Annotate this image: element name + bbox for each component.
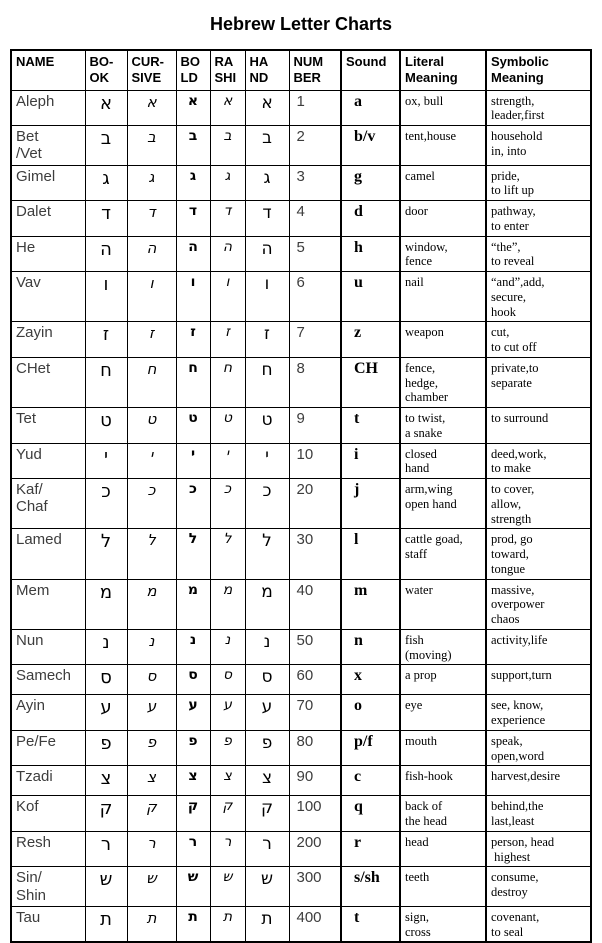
column-header-literal: Literal Meaning: [400, 50, 486, 90]
cell-sound: i: [341, 443, 400, 479]
cell-number: 1: [289, 90, 341, 126]
cell-book: ק: [85, 796, 127, 832]
table-row: [11, 357, 591, 407]
cell-symbolic: consume, destroy: [486, 867, 591, 907]
cell-number: 100: [289, 796, 341, 832]
cell-book: ז: [85, 322, 127, 358]
cell-cursive: ד: [127, 201, 176, 237]
cell-name: Gimel: [11, 165, 85, 201]
cell-hand: ב: [245, 126, 289, 166]
cell-symbolic: pathway, to enter: [486, 201, 591, 237]
cell-name: Yud: [11, 443, 85, 479]
cell-hand: ז: [245, 322, 289, 358]
cell-symbolic: see, know, experience: [486, 695, 591, 731]
cell-book: ר: [85, 831, 127, 867]
cell-symbolic: cut, to cut off: [486, 322, 591, 358]
column-header-cursive: CUR- SIVE: [127, 50, 176, 90]
cell-number: 9: [289, 408, 341, 444]
table-row: [11, 831, 591, 867]
cell-sound: r: [341, 831, 400, 867]
cell-literal: fence, hedge, chamber: [400, 357, 486, 407]
cell-rashi: ס: [210, 665, 245, 695]
cell-symbolic: massive, overpower chaos: [486, 579, 591, 629]
cell-bold: ב: [176, 126, 210, 166]
cell-rashi: ש: [210, 867, 245, 907]
cell-hand: ש: [245, 867, 289, 907]
cell-book: צ: [85, 766, 127, 796]
cell-literal: mouth: [400, 730, 486, 766]
cell-symbolic: harvest,desire: [486, 766, 591, 796]
column-header-number: NUM BER: [289, 50, 341, 90]
cell-name: Tzadi: [11, 766, 85, 796]
cell-hand: ד: [245, 201, 289, 237]
table-row: [11, 529, 591, 579]
table-row: [11, 322, 591, 358]
cell-number: 400: [289, 906, 341, 942]
cell-number: 40: [289, 579, 341, 629]
cell-cursive: ט: [127, 408, 176, 444]
cell-name: Aleph: [11, 90, 85, 126]
cell-hand: ה: [245, 236, 289, 272]
cell-hand: ח: [245, 357, 289, 407]
cell-bold: ש: [176, 867, 210, 907]
table-row: [11, 90, 591, 126]
cell-literal: nail: [400, 272, 486, 322]
cell-sound: l: [341, 529, 400, 579]
cell-rashi: ח: [210, 357, 245, 407]
cell-rashi: ר: [210, 831, 245, 867]
cell-cursive: ל: [127, 529, 176, 579]
table-row: [11, 126, 591, 166]
cell-number: 50: [289, 629, 341, 665]
cell-hand: צ: [245, 766, 289, 796]
cell-literal: teeth: [400, 867, 486, 907]
cell-bold: י: [176, 443, 210, 479]
cell-name: CHet: [11, 357, 85, 407]
cell-bold: ל: [176, 529, 210, 579]
cell-symbolic: behind,the last,least: [486, 796, 591, 832]
cell-symbolic: support,turn: [486, 665, 591, 695]
cell-literal: arm,wing open hand: [400, 479, 486, 529]
cell-cursive: ס: [127, 665, 176, 695]
cell-rashi: ב: [210, 126, 245, 166]
table-row: [11, 408, 591, 444]
table-row: [11, 695, 591, 731]
cell-book: ט: [85, 408, 127, 444]
cell-hand: ו: [245, 272, 289, 322]
cell-sound: c: [341, 766, 400, 796]
cell-cursive: נ: [127, 629, 176, 665]
cell-bold: ו: [176, 272, 210, 322]
cell-rashi: ק: [210, 796, 245, 832]
cell-hand: ק: [245, 796, 289, 832]
table-row: [11, 579, 591, 629]
cell-rashi: ל: [210, 529, 245, 579]
column-header-sound: Sound: [341, 50, 400, 90]
cell-number: 60: [289, 665, 341, 695]
cell-cursive: פ: [127, 730, 176, 766]
cell-hand: נ: [245, 629, 289, 665]
cell-cursive: ז: [127, 322, 176, 358]
cell-number: 300: [289, 867, 341, 907]
cell-literal: head: [400, 831, 486, 867]
cell-number: 70: [289, 695, 341, 731]
cell-bold: ז: [176, 322, 210, 358]
cell-symbolic: household in, into: [486, 126, 591, 166]
cell-book: ת: [85, 906, 127, 942]
cell-book: ו: [85, 272, 127, 322]
cell-sound: n: [341, 629, 400, 665]
cell-literal: closed hand: [400, 443, 486, 479]
cell-bold: ר: [176, 831, 210, 867]
cell-bold: נ: [176, 629, 210, 665]
cell-cursive: ו: [127, 272, 176, 322]
cell-cursive: ה: [127, 236, 176, 272]
cell-bold: ג: [176, 165, 210, 201]
cell-name: Tet: [11, 408, 85, 444]
cell-bold: ק: [176, 796, 210, 832]
cell-hand: ר: [245, 831, 289, 867]
table-row: [11, 665, 591, 695]
table-header: [11, 50, 591, 90]
column-header-bold: BO LD: [176, 50, 210, 90]
cell-bold: ח: [176, 357, 210, 407]
cell-cursive: ב: [127, 126, 176, 166]
cell-hand: ע: [245, 695, 289, 731]
cell-literal: back of the head: [400, 796, 486, 832]
cell-literal: sign, cross: [400, 906, 486, 942]
cell-literal: door: [400, 201, 486, 237]
column-header-name: NAME: [11, 50, 85, 90]
cell-hand: י: [245, 443, 289, 479]
cell-name: Ayin: [11, 695, 85, 731]
column-header-hand: HA ND: [245, 50, 289, 90]
cell-symbolic: pride, to lift up: [486, 165, 591, 201]
table-row: [11, 479, 591, 529]
cell-bold: מ: [176, 579, 210, 629]
cell-hand: מ: [245, 579, 289, 629]
cell-name: Samech: [11, 665, 85, 695]
cell-rashi: ד: [210, 201, 245, 237]
cell-cursive: צ: [127, 766, 176, 796]
cell-number: 6: [289, 272, 341, 322]
column-header-symbolic: Symbolic Meaning: [486, 50, 591, 90]
cell-name: Kaf/ Chaf: [11, 479, 85, 529]
cell-cursive: ש: [127, 867, 176, 907]
cell-literal: cattle goad, staff: [400, 529, 486, 579]
cell-book: מ: [85, 579, 127, 629]
column-header-rashi: RA SHI: [210, 50, 245, 90]
cell-rashi: כ: [210, 479, 245, 529]
cell-bold: ה: [176, 236, 210, 272]
cell-cursive: ק: [127, 796, 176, 832]
cell-literal: tent,house: [400, 126, 486, 166]
cell-book: י: [85, 443, 127, 479]
cell-rashi: מ: [210, 579, 245, 629]
header-row: [11, 50, 591, 90]
cell-bold: כ: [176, 479, 210, 529]
table-row: [11, 629, 591, 665]
table-row: [11, 796, 591, 832]
cell-symbolic: “the”, to reveal: [486, 236, 591, 272]
cell-number: 4: [289, 201, 341, 237]
cell-name: Sin/ Shin: [11, 867, 85, 907]
cell-sound: b/v: [341, 126, 400, 166]
cell-symbolic: private,to separate: [486, 357, 591, 407]
cell-sound: g: [341, 165, 400, 201]
cell-book: נ: [85, 629, 127, 665]
cell-name: Resh: [11, 831, 85, 867]
cell-symbolic: activity,life: [486, 629, 591, 665]
cell-hand: א: [245, 90, 289, 126]
cell-sound: o: [341, 695, 400, 731]
cell-name: Pe/Fe: [11, 730, 85, 766]
cell-bold: ס: [176, 665, 210, 695]
cell-cursive: מ: [127, 579, 176, 629]
cell-hand: כ: [245, 479, 289, 529]
cell-symbolic: deed,work, to make: [486, 443, 591, 479]
cell-cursive: ר: [127, 831, 176, 867]
cell-symbolic: covenant, to seal: [486, 906, 591, 942]
cell-literal: eye: [400, 695, 486, 731]
cell-sound: q: [341, 796, 400, 832]
cell-sound: t: [341, 408, 400, 444]
cell-cursive: ג: [127, 165, 176, 201]
cell-symbolic: “and”,add, secure, hook: [486, 272, 591, 322]
cell-name: He: [11, 236, 85, 272]
cell-symbolic: to cover, allow, strength: [486, 479, 591, 529]
cell-rashi: ת: [210, 906, 245, 942]
cell-book: ש: [85, 867, 127, 907]
table-row: [11, 201, 591, 237]
cell-hand: פ: [245, 730, 289, 766]
cell-rashi: ו: [210, 272, 245, 322]
cell-number: 200: [289, 831, 341, 867]
cell-number: 80: [289, 730, 341, 766]
page-title: Hebrew Letter Charts: [209, 14, 393, 34]
cell-bold: צ: [176, 766, 210, 796]
cell-cursive: ע: [127, 695, 176, 731]
cell-symbolic: to surround: [486, 408, 591, 444]
cell-hand: ג: [245, 165, 289, 201]
cell-sound: d: [341, 201, 400, 237]
cell-literal: weapon: [400, 322, 486, 358]
table-row: [11, 272, 591, 322]
cell-symbolic: prod, go toward, tongue: [486, 529, 591, 579]
table-row: [11, 730, 591, 766]
cell-bold: ד: [176, 201, 210, 237]
cell-literal: a prop: [400, 665, 486, 695]
cell-number: 2: [289, 126, 341, 166]
cell-sound: j: [341, 479, 400, 529]
cell-sound: u: [341, 272, 400, 322]
cell-number: 8: [289, 357, 341, 407]
cell-sound: a: [341, 90, 400, 126]
cell-literal: to twist, a snake: [400, 408, 486, 444]
cell-rashi: פ: [210, 730, 245, 766]
cell-bold: ע: [176, 695, 210, 731]
cell-sound: h: [341, 236, 400, 272]
cell-name: Dalet: [11, 201, 85, 237]
table-row: [11, 766, 591, 796]
cell-name: Mem: [11, 579, 85, 629]
cell-literal: water: [400, 579, 486, 629]
cell-rashi: א: [210, 90, 245, 126]
cell-rashi: צ: [210, 766, 245, 796]
table-row: [11, 236, 591, 272]
table-row: [11, 165, 591, 201]
cell-bold: פ: [176, 730, 210, 766]
cell-rashi: ג: [210, 165, 245, 201]
cell-book: ה: [85, 236, 127, 272]
cell-bold: ט: [176, 408, 210, 444]
cell-hand: ט: [245, 408, 289, 444]
cell-name: Bet /Vet: [11, 126, 85, 166]
cell-book: ח: [85, 357, 127, 407]
cell-cursive: ח: [127, 357, 176, 407]
cell-sound: x: [341, 665, 400, 695]
cell-book: ל: [85, 529, 127, 579]
cell-literal: window, fence: [400, 236, 486, 272]
cell-number: 20: [289, 479, 341, 529]
cell-number: 7: [289, 322, 341, 358]
column-header-book: BO- OK: [85, 50, 127, 90]
cell-cursive: ת: [127, 906, 176, 942]
cell-sound: m: [341, 579, 400, 629]
table-row: [11, 906, 591, 942]
cell-name: Nun: [11, 629, 85, 665]
cell-book: ס: [85, 665, 127, 695]
cell-sound: s/sh: [341, 867, 400, 907]
cell-number: 5: [289, 236, 341, 272]
cell-literal: ox, bull: [400, 90, 486, 126]
cell-book: ע: [85, 695, 127, 731]
cell-book: פ: [85, 730, 127, 766]
table-row: [11, 443, 591, 479]
table-row: [11, 867, 591, 907]
cell-literal: fish (moving): [400, 629, 486, 665]
cell-rashi: י: [210, 443, 245, 479]
cell-book: א: [85, 90, 127, 126]
cell-cursive: כ: [127, 479, 176, 529]
cell-literal: camel: [400, 165, 486, 201]
cell-bold: א: [176, 90, 210, 126]
cell-rashi: ז: [210, 322, 245, 358]
cell-book: ג: [85, 165, 127, 201]
cell-hand: ת: [245, 906, 289, 942]
cell-symbolic: strength, leader,first: [486, 90, 591, 126]
cell-name: Kof: [11, 796, 85, 832]
cell-sound: p/f: [341, 730, 400, 766]
table-body: [11, 90, 591, 942]
cell-number: 90: [289, 766, 341, 796]
cell-rashi: ה: [210, 236, 245, 272]
cell-symbolic: person, head highest: [486, 831, 591, 867]
cell-name: Zayin: [11, 322, 85, 358]
cell-number: 30: [289, 529, 341, 579]
cell-book: ב: [85, 126, 127, 166]
cell-book: כ: [85, 479, 127, 529]
cell-sound: z: [341, 322, 400, 358]
cell-name: Vav: [11, 272, 85, 322]
cell-literal: fish-hook: [400, 766, 486, 796]
cell-book: ד: [85, 201, 127, 237]
cell-bold: ת: [176, 906, 210, 942]
cell-symbolic: speak, open,word: [486, 730, 591, 766]
cell-name: Lamed: [11, 529, 85, 579]
cell-number: 10: [289, 443, 341, 479]
hebrew-letter-table: [10, 49, 592, 943]
cell-cursive: א: [127, 90, 176, 126]
cell-rashi: נ: [210, 629, 245, 665]
cell-sound: CH: [341, 357, 400, 407]
cell-rashi: ע: [210, 695, 245, 731]
cell-name: Tau: [11, 906, 85, 942]
cell-rashi: ט: [210, 408, 245, 444]
cell-cursive: י: [127, 443, 176, 479]
cell-hand: ל: [245, 529, 289, 579]
cell-hand: ס: [245, 665, 289, 695]
cell-number: 3: [289, 165, 341, 201]
cell-sound: t: [341, 906, 400, 942]
